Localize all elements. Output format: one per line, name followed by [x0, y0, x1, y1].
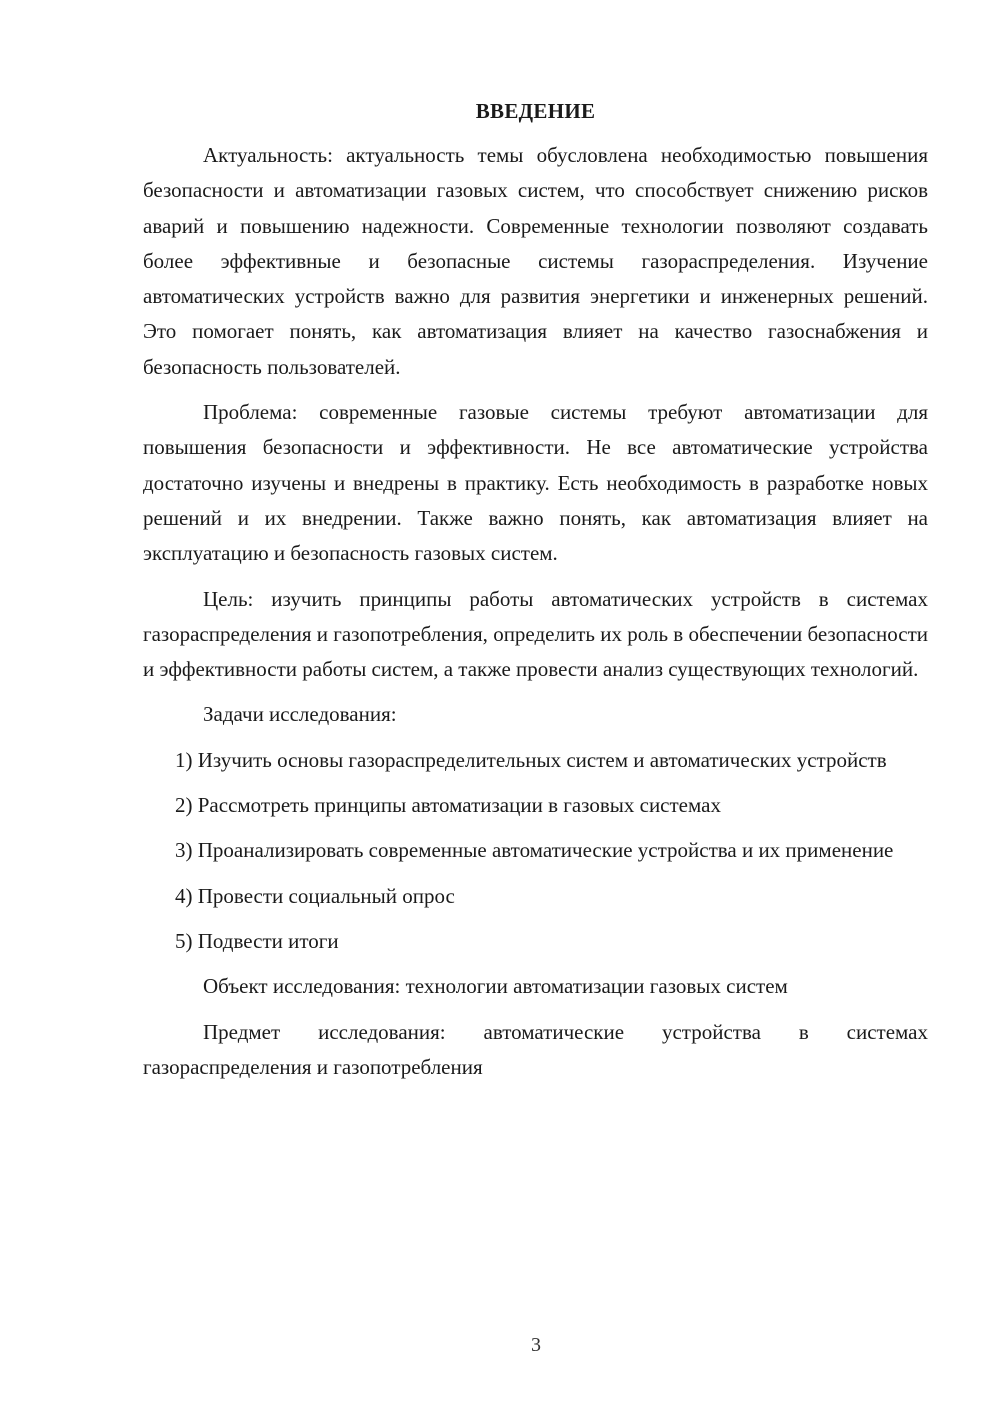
research-subject: Предмет исследования: автоматические устройства в системах газораспределения и газопотребления [143, 1019, 928, 1079]
tasks-heading: Задачи исследования: [203, 702, 397, 727]
research-object: Объект исследования: технологии автоматизации газовых систем [203, 974, 788, 999]
section-title: ВВЕДЕНИЕ [475, 99, 596, 123]
goal-paragraph: Цель: изучить принципы работы автоматических устройств в системах газораспределения и газопотребления, определить их роль в обеспечении безопасности и эффективности работы систем, а также провести анализ существующих технологий. [143, 586, 928, 682]
task-item: 3) Проанализировать современные автоматические устройства и их применение [175, 838, 894, 863]
task-item: 5) Подвести итоги [175, 928, 339, 953]
relevance-paragraph: Актуальность: актуальность темы обусловлена необходимостью повышения безопасности и автоматизации газовых систем, что способствует снижению рисков аварий и повышению надежности. Современные технологии позволяют создавать более эффективные и безопасные системы газораспределения. Изучение автоматических устройств важно для развития энергетики и инженерных решений. Это помогает понять, как автоматизация влияет на качество газоснабжения и безопасность пользователей. [143, 143, 928, 379]
task-item: 1) Изучить основы газораспределительных систем и автоматических устройств [175, 747, 887, 772]
task-item: 2) Рассмотреть принципы автоматизации в газовых системах [175, 793, 721, 818]
document-page [143, 96, 928, 1095]
task-item: 4) Провести социальный опрос [175, 883, 455, 908]
page-number: 3 [531, 1334, 541, 1356]
problem-paragraph: Проблема: современные газовые системы требуют автоматизации для повышения безопасности и эффективности. Не все автоматические устройства достаточно изучены и внедрены в практику. Есть необходимость в разработке новых решений и их внедрении. Также важно понять, как автоматизация влияет на эксплуатацию и безопасность газовых систем. [143, 400, 928, 566]
